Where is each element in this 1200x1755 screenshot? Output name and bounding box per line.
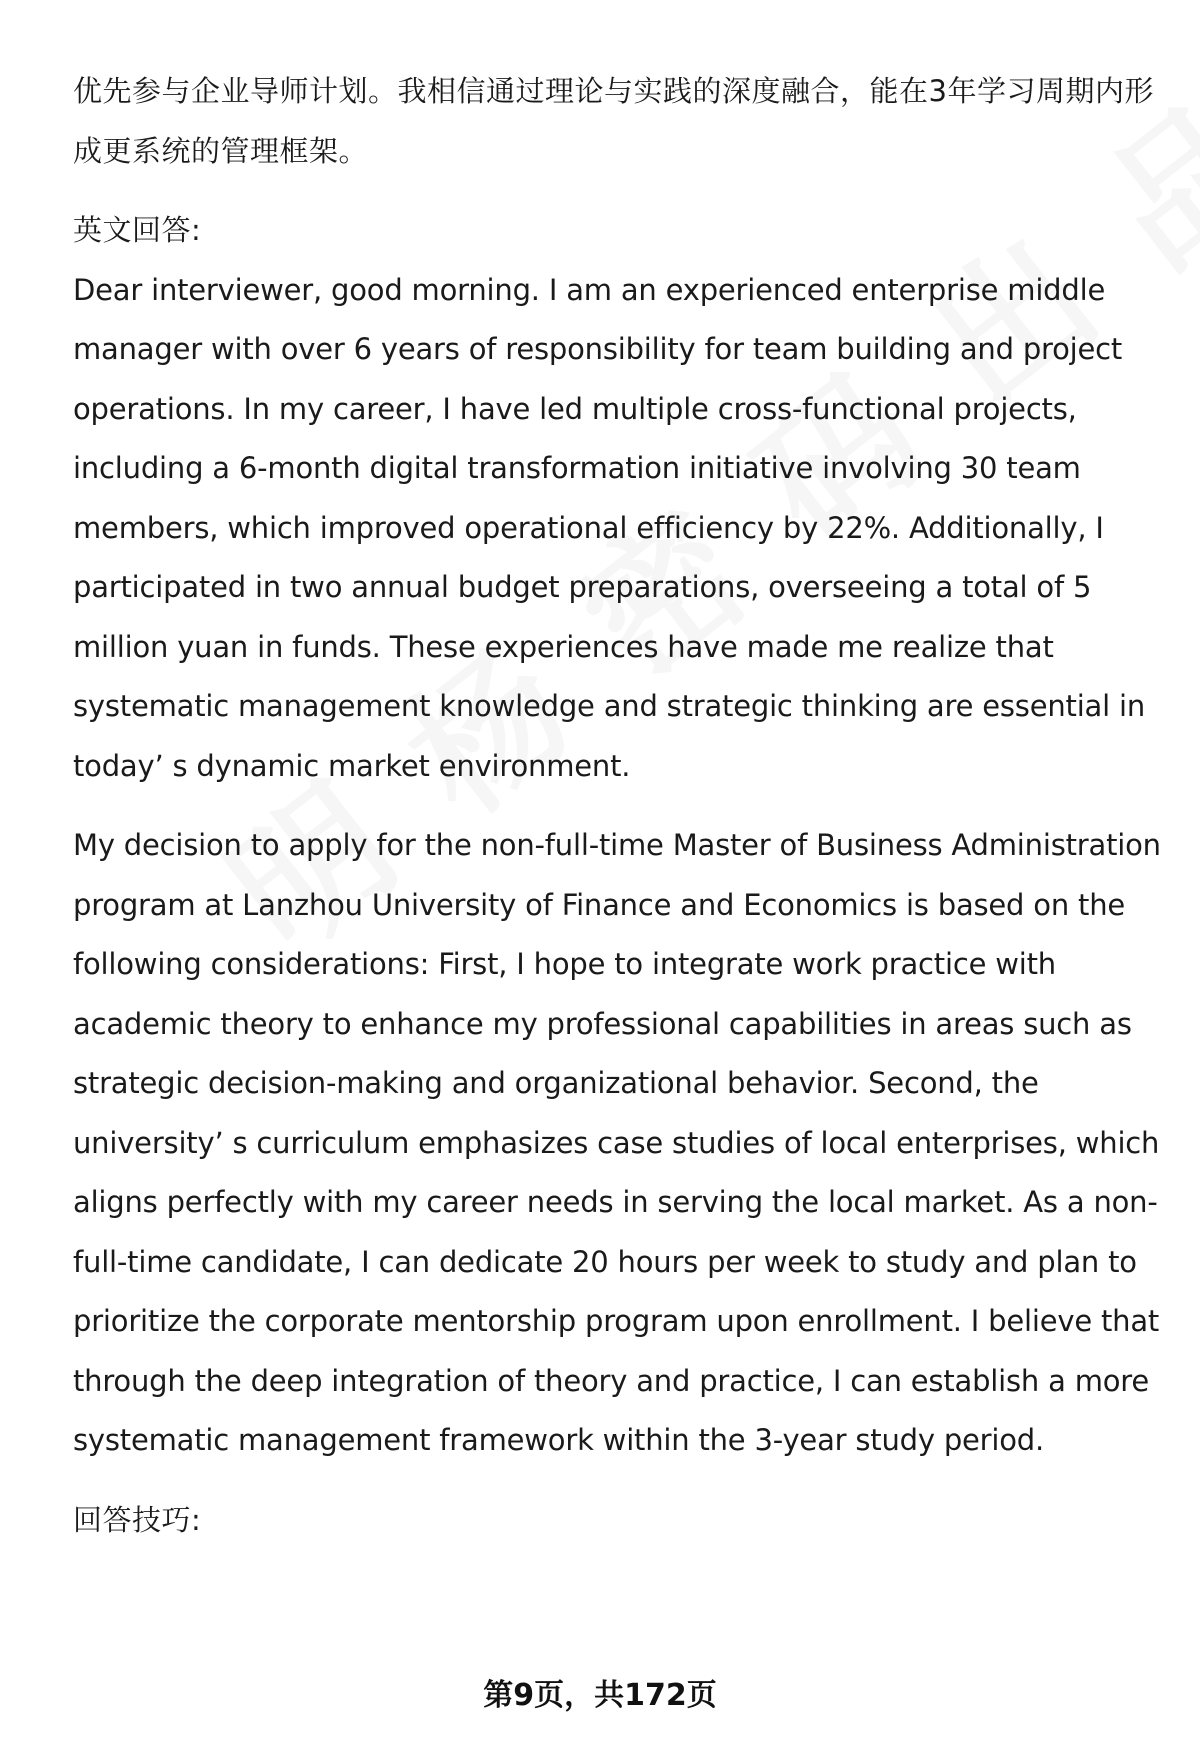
english-paragraph-2: My decision to apply for the non-full-time Master of Business Administration program at Lanzhou University of Finance and Economics is based on the following considerations: First, I hope to integrate work practice with academic theory to enhance my professional capabilities in areas such as strategic decision-making and organizational behavior. Second, the university’ s curriculum emphasizes case studies of local enterprises, which aligns perfectly with my career needs in serving the local market. As a non-full-time candidate, I can dedicate 20 hours per week to study and plan to prioritize the corporate mentorship program upon enrollment. I believe that through the deep integration of theory and practice, I can establish a more systematic management framework within the 3-year study period. <box>73 828 1161 1457</box>
english-paragraph-1: Dear interviewer, good morning. I am an experienced enterprise middle manager with over 6 years of responsibility for team building and project operations. In my career, I have led multiple cross-functional projects, including a 6-month digital transformation initiative involving 30 team members, which improved operational efficiency by 22%. Additionally, I participated in two annual budget preparations, overseeing a total of 5 million yuan in funds. These experiences have made me realize that systematic management knowledge and strategic thinking are essential in today’ s dynamic market environment. <box>73 272 1146 783</box>
english-answer-heading: 英文回答: <box>73 213 202 247</box>
page-content <box>73 62 1163 1550</box>
intro-chinese-paragraph: 优先参与企业导师计划。我相信通过理论与实践的深度融合，能在3年学习周期内形成更系统的管理框架。 <box>73 74 1154 168</box>
answer-tips-heading: 回答技巧: <box>73 1502 202 1537</box>
page-number-footer: 第9页，共172页 <box>483 1678 717 1713</box>
